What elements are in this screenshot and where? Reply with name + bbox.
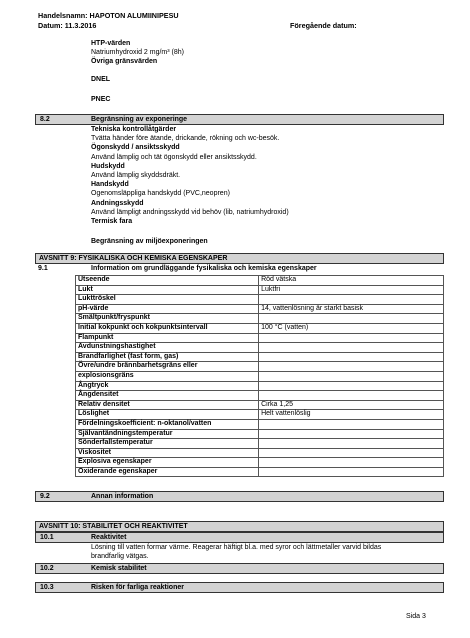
- section-title: Begränsning av exponeringe: [91, 116, 188, 123]
- property-value: [259, 429, 444, 439]
- property-value: [259, 381, 444, 391]
- property-value: [259, 458, 444, 468]
- subsection-heading: Handskydd: [91, 181, 129, 189]
- table-row: [76, 304, 444, 314]
- property-value: [259, 314, 444, 324]
- property-name: Initial kokpunkt och kokpunktsintervall: [76, 323, 259, 333]
- subsection-heading: Termisk fara: [91, 218, 133, 225]
- properties-table: [75, 275, 444, 477]
- htp-title: HTP-värden: [91, 40, 131, 47]
- page-number: Sida 3: [406, 613, 426, 620]
- previous-date: Föregående datum:: [290, 21, 357, 30]
- table-row: [76, 391, 444, 401]
- dnel-title: DNEL: [91, 76, 111, 83]
- reactivity-text-line-2: brandfarlig vätgas.: [91, 553, 149, 560]
- divider: [35, 263, 444, 264]
- miljo-title: Begränsning av miljöexponeringen: [91, 238, 208, 245]
- subsection-text: Ogenomsläppliga handskydd (PVC,neopren): [91, 190, 230, 198]
- table-row: [76, 410, 444, 420]
- property-value: Cirka 1,25: [259, 400, 444, 410]
- table-row: [76, 276, 444, 286]
- subsection-text: Använd lämpligt andningsskydd vid behöv (lib, natriumhydroxid): [91, 208, 289, 216]
- table-row: [76, 458, 444, 468]
- table-row: [76, 295, 444, 305]
- property-value: [259, 362, 444, 372]
- property-value: [259, 343, 444, 353]
- subsection-heading: Tekniska kontrollåtgärder: [91, 126, 177, 133]
- section-10-title: AVSNITT 10: STABILITET OCH REAKTIVITET: [39, 523, 188, 530]
- property-value: 14, vattenlösning är starkt basisk: [259, 304, 444, 314]
- document-date: Datum: 11.3.2016: [38, 21, 97, 30]
- section-title: Kemisk stabilitet: [91, 565, 147, 572]
- property-value: [259, 419, 444, 429]
- property-name: Relativ densitet: [76, 400, 259, 410]
- section-title: Reaktivitet: [91, 534, 127, 541]
- subsection-text: Tvätta händer före ätande, drickande, rökning och wc-besök.: [91, 135, 280, 143]
- property-value: Röd vätska: [259, 276, 444, 286]
- section-9-1-number: 9.1: [38, 265, 48, 272]
- property-name: explosionsgräns: [76, 371, 259, 381]
- section-title: Risken för farliga reaktioner: [91, 584, 184, 591]
- property-name: Utseende: [76, 276, 259, 286]
- property-name: Övre/undre brännbarhetsgräns eller: [76, 362, 259, 372]
- property-value: [259, 439, 444, 449]
- section-10-2-header: [35, 563, 444, 574]
- property-name: Flampunkt: [76, 333, 259, 343]
- property-value: [259, 295, 444, 305]
- section-number: 10.1: [40, 534, 54, 541]
- subsection-heading: Ögonskydd / ansiktsskydd: [91, 144, 180, 152]
- property-name: Avdunstningshastighet: [76, 343, 259, 353]
- property-value: 100 °C (vatten): [259, 323, 444, 333]
- section-number: 9.2: [40, 493, 50, 500]
- property-name: Lukt: [76, 285, 259, 295]
- section-9-1-title: Information om grundläggande fysikaliska och kemiska egenskaper: [91, 265, 317, 272]
- table-row: [76, 314, 444, 324]
- table-row: [76, 381, 444, 391]
- property-name: Löslighet: [76, 410, 259, 420]
- section-title: Annan information: [91, 493, 154, 500]
- section-number: 8.2: [40, 116, 50, 123]
- table-row: [76, 352, 444, 362]
- table-row: [76, 343, 444, 353]
- subsection-text: Använd lämplig skyddsdräkt.: [91, 172, 181, 179]
- property-value: [259, 448, 444, 458]
- table-row: [76, 467, 444, 477]
- table-row: [76, 362, 444, 372]
- property-value: [259, 333, 444, 343]
- section-9-2-header: [35, 491, 444, 502]
- property-name: Ångdensitet: [76, 391, 259, 401]
- property-name: Explosiva egenskaper: [76, 458, 259, 468]
- property-name: Lukttröskel: [76, 295, 259, 305]
- property-value: [259, 352, 444, 362]
- ovriga-title: Övriga gränsvärden: [91, 58, 158, 65]
- section-10-1-header: [35, 532, 444, 543]
- property-value: Helt vattenlöslig: [259, 410, 444, 420]
- property-name: Oxiderande egenskaper: [76, 467, 259, 477]
- table-row: [76, 448, 444, 458]
- property-value: [259, 371, 444, 381]
- pnec-title: PNEC: [91, 96, 111, 103]
- htp-value: Natriumhydroxid 2 mg/m³ (8h): [91, 49, 184, 56]
- property-name: Fördelningskoefficient: n-oktanol/vatten: [76, 419, 259, 429]
- subsection-heading: Andningsskydd: [91, 199, 144, 207]
- table-row: [76, 371, 444, 381]
- table-row: [76, 323, 444, 333]
- property-name: Smältpunkt/fryspunkt: [76, 314, 259, 324]
- subsection-heading: Hudskydd: [91, 162, 125, 170]
- table-row: [76, 285, 444, 295]
- property-name: Sönderfallstemperatur: [76, 439, 259, 449]
- property-value: Luktfri: [259, 285, 444, 295]
- property-value: [259, 391, 444, 401]
- table-row: [76, 429, 444, 439]
- property-name: Brandfarlighet (fast form, gas): [76, 352, 259, 362]
- table-row: [76, 419, 444, 429]
- section-8-2-header: [35, 114, 444, 125]
- section-9-title: AVSNITT 9: FYSIKALISKA OCH KEMISKA EGENSKAPER: [39, 255, 228, 262]
- property-name: Ångtryck: [76, 381, 259, 391]
- table-row: [76, 400, 444, 410]
- reactivity-text-line-1: Lösning till vatten formar värme. Reagerar häftigt bl.a. med syror och lättmetaller varvid bildas: [91, 544, 382, 551]
- section-number: 10.2: [40, 565, 54, 572]
- subsection-text: Använd lämplig och tät ögonskydd eller ansiktsskydd.: [91, 153, 257, 161]
- table-row: [76, 439, 444, 449]
- section-10-header: [35, 521, 444, 532]
- product-name: Handelsnamn: HAPOTON ALUMIINIPESU: [38, 11, 179, 20]
- property-name: Självantändningstemperatur: [76, 429, 259, 439]
- property-name: pH-värde: [76, 304, 259, 314]
- property-value: [259, 467, 444, 477]
- property-name: Viskositet: [76, 448, 259, 458]
- section-number: 10.3: [40, 584, 54, 591]
- section-10-3-header: [35, 582, 444, 593]
- table-row: [76, 333, 444, 343]
